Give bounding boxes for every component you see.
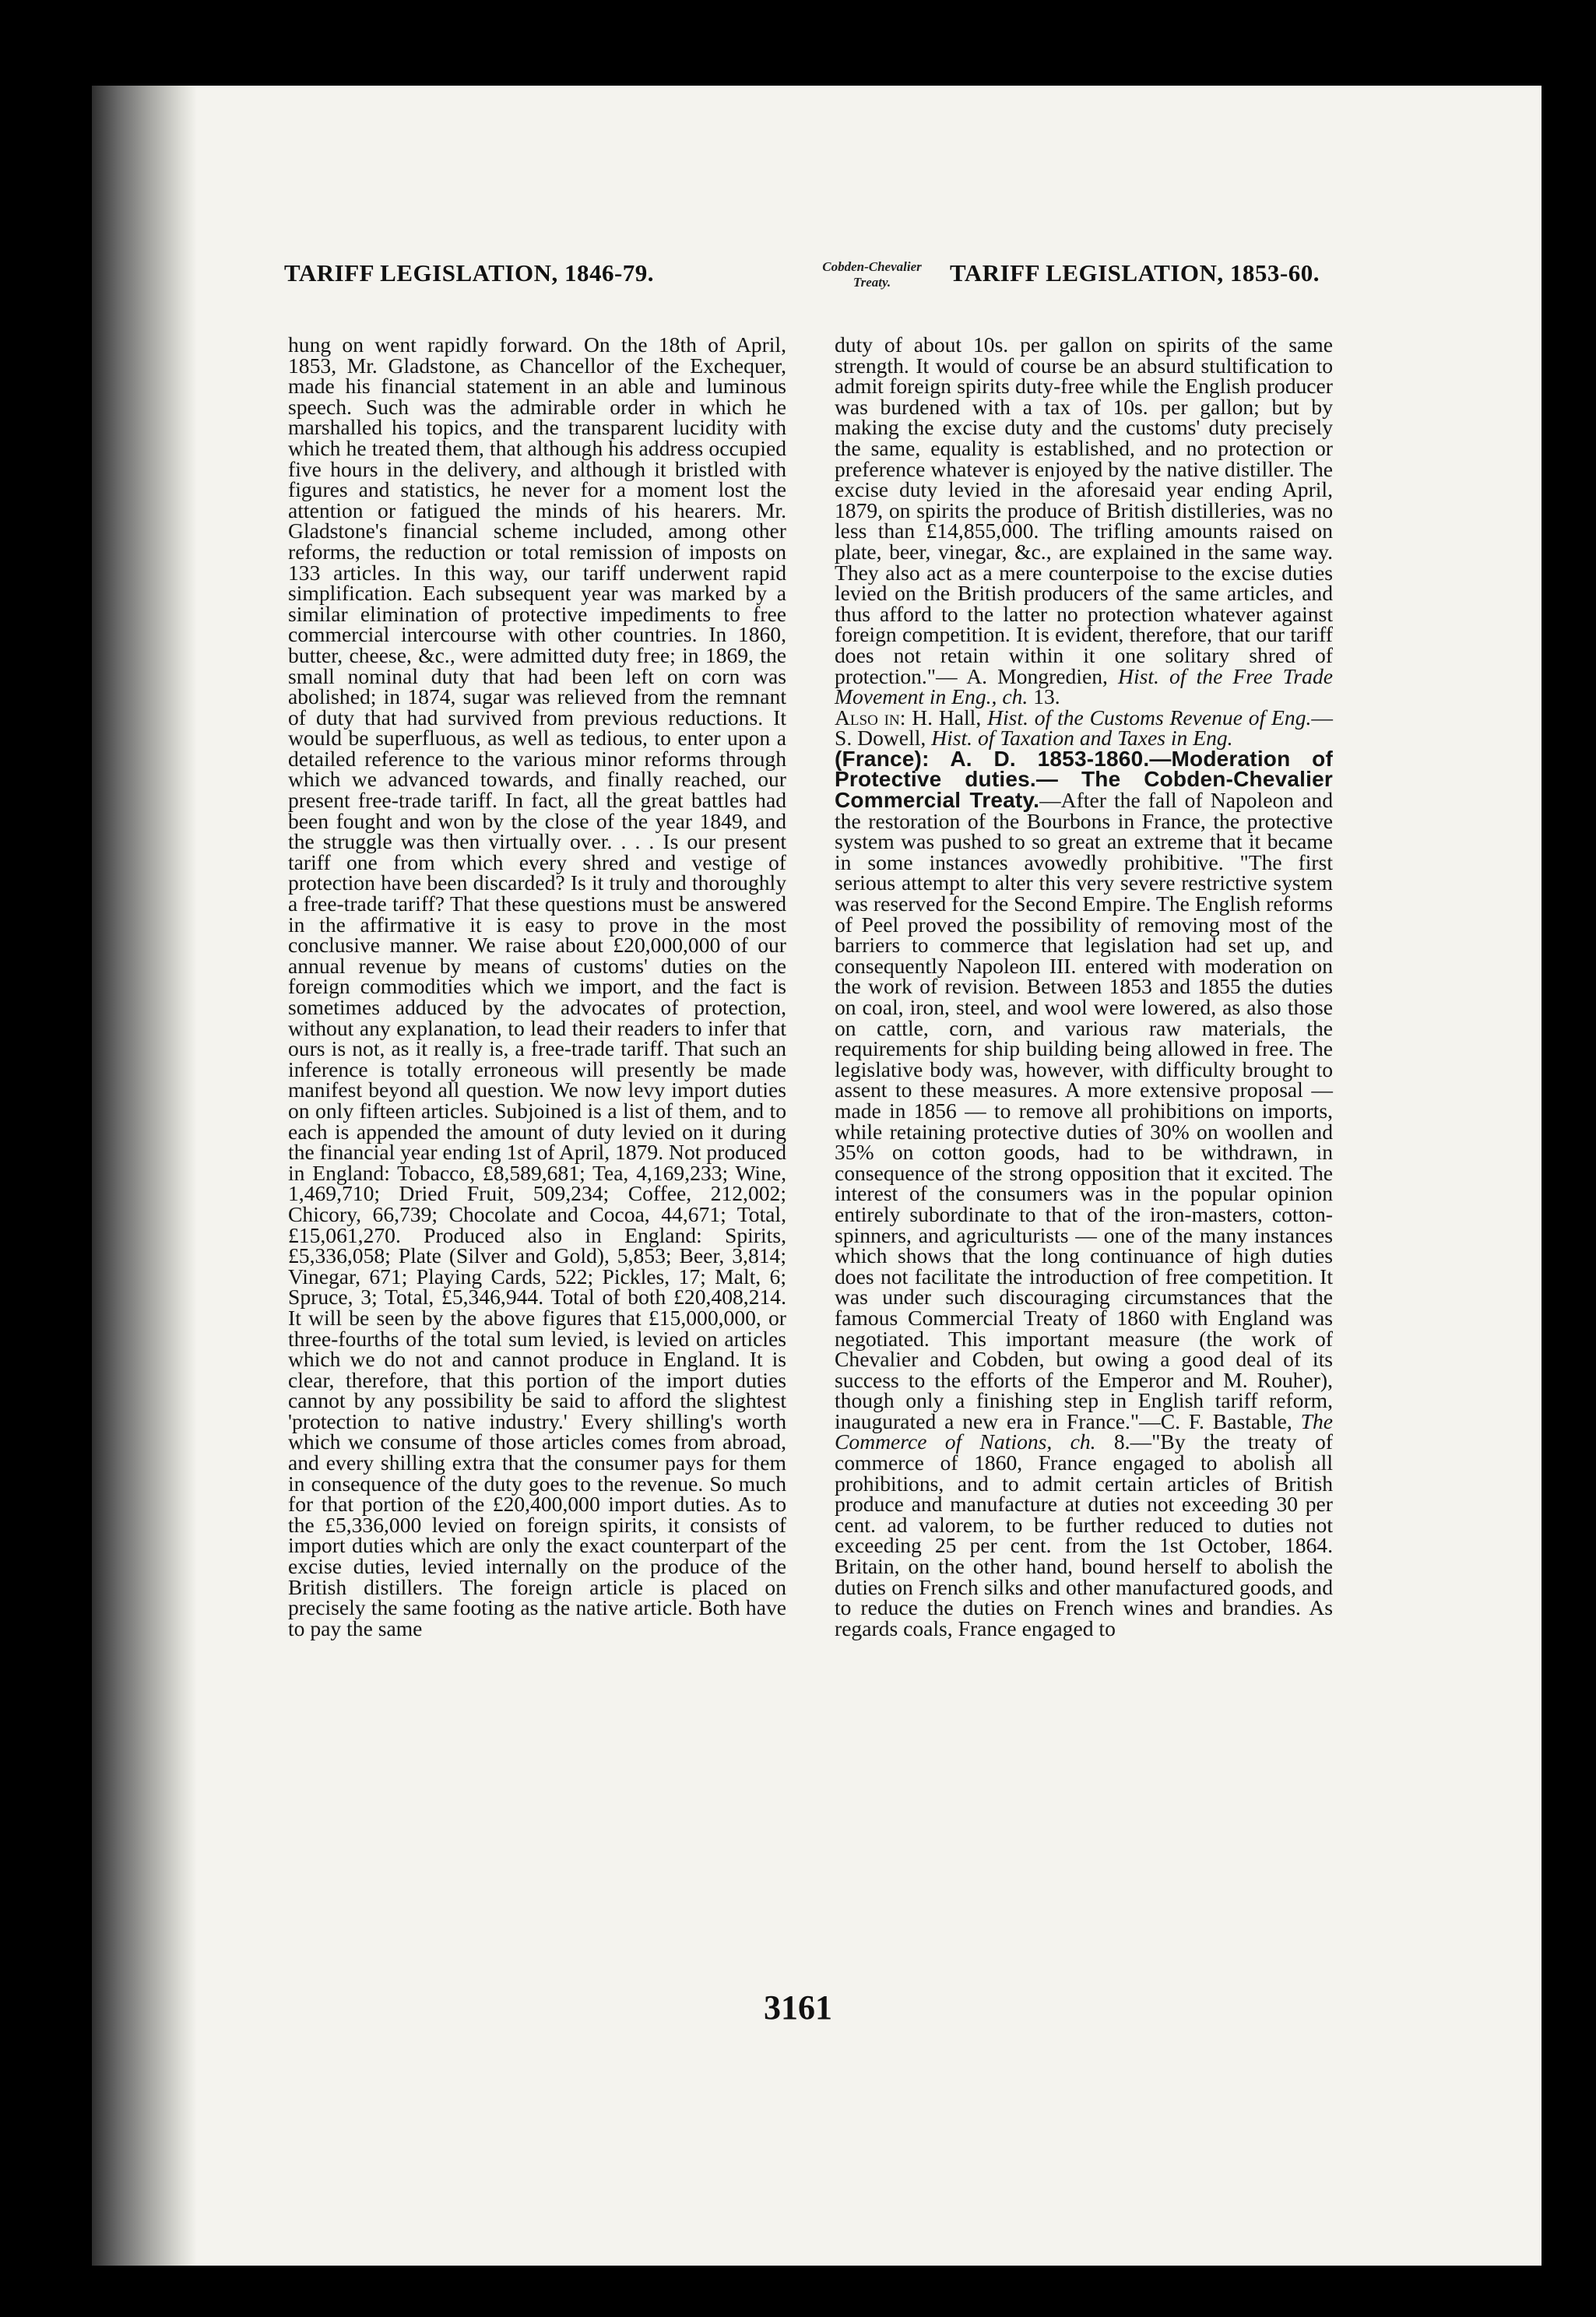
also-in-label: Also in: — [835, 705, 906, 730]
entry-body-continued: 8.—"By the treaty of commerce of 1860, France engaged to abolish all prohibitions, and to admit certain articles of British produce and manufacture at duties not exceeding 30 per cent. ad valorem, to be further reduced to duties not exceeding 25 per cent. from the 1st October, 1864. Britain, on the other hand, bound herself to abolish the duties on French silks and other manufactured goods, and to reduce the duties on French wines and brandies. As regards coals, France engaged to — [835, 1429, 1333, 1640]
running-head-left: TARIFF LEGISLATION, 1846-79. — [284, 259, 655, 287]
entry-body: —After the fall of Napoleon and the restoration of the Bourbons in France, the protective system was pushed to so great an extreme that it became in some instances avowedly prohibitive. "The first serious attempt to alter this very severe restrictive system was reserved for the Second Empire. The English reforms of Peel proved the possibility of removing most of the barriers to commerce that legislation had set up, and consequently Napoleon III. entered with moderation on the work of revision. Between 1853 and 1855 the duties on coal, iron, steel, and wool were lowered, as also those on cattle, corn, and various raw materials, the requirements for ship building being allowed in free. The legislative body was, however, with difficulty brought to assent to these measures. A more extensive proposal — made in 1856 — to remove all prohibitions on imports, while retaining protective duties of 30% on woollen and 35% on cotton goods, had to be withdrawn, in consequence of the strong opposition that it excited. The interest of the consumers was in the popular opinion entirely subordinate to that of the iron-masters, cotton-spinners, and agriculturists — one of the many instances which shows that the long continuance of high duties does not facilitate the introduction of free competition. It was under such discouraging circumstances that the famous Commercial Treaty of 1860 with England was negotiated. This important measure (the work of Chevalier and Cobden, but owing a good deal of its success to the efforts of the Emperor and M. Rouher), though only a finishing step in English tariff reform, inaugurated a new era in France."—C. F. Bastable, — [835, 788, 1333, 1433]
running-head-right: TARIFF LEGISLATION, 1853-60. — [949, 259, 1320, 287]
right-column — [835, 332, 1333, 1640]
also-in-title1: Hist. of the Customs Revenue of Eng. — [987, 705, 1312, 730]
page-number: 3161 — [764, 1988, 832, 2027]
left-column-paragraph: hung on went rapidly forward. On the 18th of April, 1853, Mr. Gladstone, as Chancellor of the Exchequer, made his financial statement in an able and luminous speech. Such was the admirable order in which he marshalled his topics, and the transparent lucidity with which he treated them, that although his address occupied five hours in the delivery, and although it bristled with figures and statistics, he never for a moment lost the attention or fatigued the minds of his hearers. Mr. Gladstone's financial scheme included, among other reforms, the reduction or total remission of imposts on 133 articles. In this way, our tariff underwent rapid simplification. Each subsequent year was marked by a similar elimination of protective impediments to free commercial intercourse with other countries. In 1860, butter, cheese, &c., were admitted duty free; in 1869, the small nominal duty that had been left on corn was abolished; in 1874, sugar was relieved from the remnant of duty that had survived from previous reductions. It would be superfluous, as well as tedious, to enter upon a detailed reference to the various minor reforms through which we advanced towards, and finally reached, our present free-trade tariff. In fact, all the great battles had been fought and won by the close of the year 1849, and the struggle was then virtually over. . . . Is our present tariff one from which every shred and vestige of protection have been discarded? Is it truly and thoroughly a free-trade tariff? That these questions must be answered in the affirmative it is easy to prove in the most conclusive manner. We raise about £20,000,000 of our annual revenue by means of customs' duties on the foreign commodities which we import, and the fact is sometimes adduced by the advocates of protection, without any explanation, to lead their readers to infer that ours is not, as it really is, a free-trade tariff. That such an inference is totally erroneous will presently be made manifest beyond all question. We now levy import duties on only fifteen articles. Subjoined is a list of them, and to each is appended the amount of duty levied on it during the financial year ending 1st of April, 1879. Not produced in England: Tobacco, £8,589,681; Tea, 4,169,233; Wine, 1,469,710; Dried Fruit, 509,234; Coffee, 212,002; Chicory, 66,739; Chocolate and Cocoa, 44,671; Total, £15,061,270. Produced also in England: Spirits, £5,336,058; Plate (Silver and Gold), 5,853; Beer, 3,814; Vinegar, 671; Playing Cards, 522; Pickles, 17; Malt, 6; Spruce, 3; Total, £5,346,944. Total of both £20,408,214. It will be seen by the above figures that £15,000,000, or three-fourths of the total sum levied, is levied on articles which we do not and cannot produce in England. It is clear, therefore, that this portion of the import duties cannot by any possibility be said to afford the slightest 'protection to native industry.' Every shilling's worth which we consume of those articles comes from abroad, and every shilling extra that the consumer pays for them in consequence of the duty goes to the revenue. So much for that portion of the £20,400,000 import duties. As to the £5,336,000 levied on foreign spirits, it consists of import duties which are only the exact counterpart of the excise duties, levied internally on the produce of the British distillers. The foreign article is placed on precisely the same footing as the native article. Both have to pay the same — [288, 332, 786, 1640]
quote-continuation — [835, 332, 1333, 709]
running-head-middle — [794, 259, 950, 290]
running-header — [284, 259, 1320, 315]
page-gutter-shadow — [92, 86, 197, 2266]
quote-text: duty of about 10s. per gallon on spirits of the same strength. It would of course be an absurd stultification to admit foreign spirits duty-free while the English producer was burdened with a tax of 10s. per gallon; but by making the excise duty and the customs' duty precisely the same, equality is established, and no protection or preference whatever is enjoyed by the native distiller. The excise duty levied in the aforesaid year ending April, 1879, on spirits the produce of British distilleries, was no less than £14,855,000. The trifling amounts raised on plate, beer, vinegar, &c., are explained in the same way. They also act as a mere counterpoise to the excise duties levied on the British producers of the same articles, and thus afford to the latter no protection whatever against foreign competition. It is evident, therefore, that our tariff does not retain within it one solitary shred of protection."— A. Mongredien, — [835, 332, 1333, 688]
running-head-middle-line1: Cobden-Chevalier — [822, 259, 922, 274]
citation-title: Hist. of the Free Trade Movement in Eng., ch. — [835, 663, 1333, 709]
also-in-reference — [835, 705, 1333, 751]
left-column — [288, 332, 786, 1640]
bastable-title: The Commerce of Nations, ch. — [835, 1408, 1333, 1454]
entry-france-1853 — [835, 746, 1333, 1640]
citation-chapter: 13. — [1033, 684, 1060, 709]
also-in-title2: Hist. of Taxation and Taxes in Eng. — [931, 726, 1233, 751]
entry-heading: (France): A. D. 1853-1860.—Moderation of Protective duties.— The Cobden-Chevalier Commercial Treaty. — [835, 746, 1333, 813]
also-in-author2: — S. Dowell, — [835, 705, 1333, 751]
also-in-author1: H. Hall, — [912, 705, 982, 730]
running-head-middle-line2: Treaty. — [852, 275, 891, 290]
